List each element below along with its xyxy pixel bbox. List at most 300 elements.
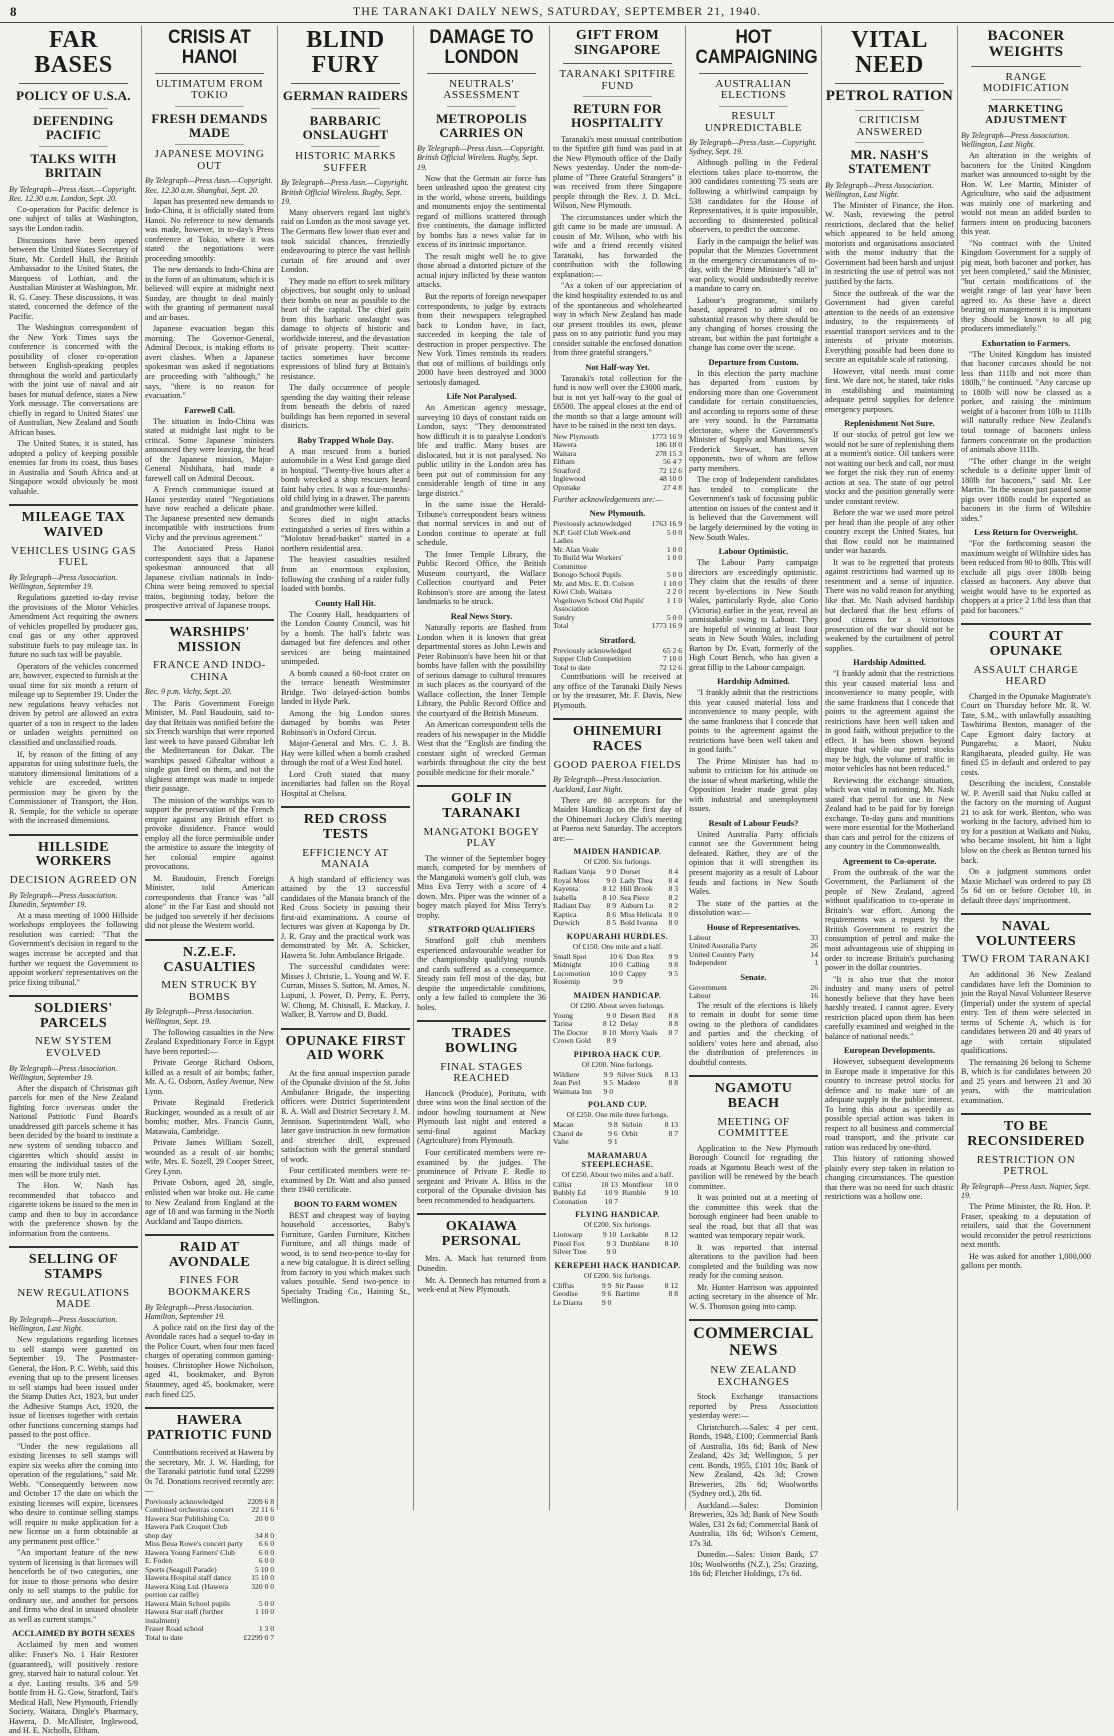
paragraph: United Australia Party officials cannot see the Government being defeated. Rather, they are of the opinion that it will strengthen its present majority as a result of Labour feuds and factions in New South Wales. — [689, 829, 818, 897]
horse-weight: 8 9 — [606, 901, 616, 911]
table-cell-label: Opunake — [553, 482, 581, 492]
table-cell-label: Total — [553, 621, 569, 631]
horse-weight: 9 8 — [608, 1120, 618, 1130]
table-cell-value: 72 12 6 — [659, 465, 682, 475]
table-cell-value: 278 15 3 — [655, 448, 682, 458]
section-subhead: Labour Optimistic. — [718, 546, 789, 557]
headline: NGAMOTU BEACH — [689, 1075, 818, 1111]
horse-weight: 8 2 — [668, 901, 678, 911]
article-body — [825, 1057, 954, 1202]
table-cell-label: Previously acknowledged — [553, 645, 632, 655]
new-plymouth-table — [553, 520, 682, 631]
horse-name: Coronation — [553, 1196, 588, 1206]
section-subhead: Result of Labour Feuds? — [708, 817, 799, 828]
horse-weight: 9 9 — [613, 977, 623, 987]
headline: COMMERCIAL NEWS — [689, 1319, 818, 1360]
section-subhead: Not Half-way Yet. — [585, 361, 650, 372]
race-detail: Of £250. About two miles and a half. — [561, 1169, 674, 1179]
paragraph: A man rescued from a buried automobile in a West End garage died in hospital. "Twenty-five hours after a bomb wrecked a shop rescuers heard faint baby cries. It was a four-months-old child lying in a drawer. The parents and grandmother were killed. — [281, 446, 410, 513]
subheadline: METROPOLIS CARRIES ON — [435, 110, 528, 140]
donations-table — [145, 1498, 274, 1643]
table-row — [145, 1583, 274, 1600]
race-detail: Of £200. Six furlongs. — [583, 1220, 652, 1230]
headline: VITAL NEED — [851, 27, 928, 79]
horse-name: Cillist — [553, 1179, 572, 1189]
article-hillside — [9, 834, 138, 987]
article-body — [9, 1084, 138, 1238]
subheadline: GOOD PAEROA FIELDS — [553, 758, 682, 771]
horse-weight: 9 9 — [603, 1069, 614, 1079]
horse-name: Miss Helicala — [620, 909, 662, 919]
table-cell-label: Hawera Park Croquet Club — [145, 1522, 228, 1532]
race-detail: Of £200. Six furlongs. — [583, 1270, 652, 1280]
table-cell-label: To Build War Workers' Committee — [553, 553, 623, 571]
race-name: MAIDEN HANDICAP. — [573, 847, 662, 857]
paragraph: Private George Richard Osborn, killed as a result of air bombs; father, Mr. A. G. Osborn, Astley Avenue, New Lynn. — [145, 1058, 274, 1096]
table-cell-value: 6 6 0 — [258, 1539, 274, 1549]
table-cell-value: 65 2 6 — [663, 645, 682, 655]
article-body — [825, 430, 954, 653]
horse-weight: 9 0 — [606, 875, 616, 885]
section-subhead: Hardship Admitted. — [853, 657, 926, 668]
article-body — [9, 1335, 138, 1624]
horse-name: Small Spot — [553, 951, 587, 961]
paragraph: The crop of Independent candidates has tended to complicate the Government's task of focussing public attention on issues of the contest and it is believed that the Government will be largely determined by the voting in New South Wales. — [689, 475, 818, 542]
section-subhead: Agreement to Co-operate. — [842, 855, 937, 866]
article-body — [281, 447, 410, 594]
horse-weight: 9 9 — [668, 951, 678, 961]
table-cell-label: Kiwi Club, Waitara — [553, 587, 612, 597]
paragraph: Christchurch.—Sales: 4 per cent. Bonds, 1948, £100; Commercial Bank of Australia, 18s 6d; Bank of New Zealand, 42s 3d; Wellington, 5 per cent. Bonds, 1955, £101 10s; Bank of New Zealand, 42s 3d; Crown Breweries, 28s 6d; Woolworths (Sydney ord.), 28s 6d. — [689, 1422, 818, 1499]
table-cell-label: Inglewood — [553, 474, 586, 484]
paragraph: Reviewing the exchange situation, which was vital in rationing, Mr. Nash stated that petrol for use in New Zealand had to be paid for by foreign exchange. To-day guns and munitions were more essential for the Motherland than cars and petrol for the citizens of any country in the Commonwealth. — [825, 775, 954, 852]
horse-weight: 8 9 — [606, 1036, 617, 1046]
subheadline: VEHICLES USING GAS FUEL — [10, 544, 137, 569]
table-cell-value: 1 — [814, 958, 818, 968]
table-cell-value: 7 10 0 — [663, 654, 682, 664]
horse-name: Lady Thea — [620, 875, 653, 885]
table-cell-label: Hawera Hospital staff dance — [145, 1573, 232, 1583]
byline: By Telegraph—Press Assn.—Copyright. Rec. 12.30 a.m. Shanghai, Sept. 20. — [145, 176, 273, 195]
horse-weight: 9 9 — [601, 1280, 612, 1290]
article-opunake-first-aid — [281, 1028, 410, 1195]
headline: MILEAGE TAX WAIVED — [9, 504, 138, 540]
column-5 — [550, 26, 686, 1510]
horse-name: Tarina — [553, 1019, 573, 1029]
table-cell-label: Eltham — [553, 457, 575, 467]
column-6 — [686, 26, 822, 1579]
paragraph: Dunedin.—Sales: Union Bank, £7 10s; Woolworths (N.Z.), 25s; Grazing, 18s 6d; Fletcher Holdings, 17s 6d. — [689, 1550, 818, 1579]
paragraph: At the first annual inspection parade of the Opunake division of the St. John Ambulance Brigade, the inspecting officers were District Superintendent R. A. Wall and District Secretary J. M. Jennison. Superintendent Wall, who later gave instruction in new formation and stretcher drill, expressed satisfaction with the general standard of work. — [281, 1068, 410, 1164]
paragraph: If, by reason of the fitting of any apparatus for using substitute fuels, the statutory dimensional limitations of a vehicle are exceeded, written permission may be given by the Commissioner of Transport, the Hon. R. Semple, for the vehicle to operate with the increased dimensions. — [9, 749, 138, 826]
table-cell-value: 5 0 0 — [666, 612, 682, 622]
horse-name: Cappy — [626, 968, 647, 978]
horse-name: Isabella — [553, 892, 577, 902]
paragraph: The remaining 26 belong to Scheme B, which is for candidates between 20 and 25 years and between 21 and 30 years, with the matriculation examination. — [961, 1057, 1091, 1105]
byline: By Telegraph—Press Assn. Napier, Sept. 19. — [961, 1181, 1091, 1200]
byline: By Telegraph—Press Assn.—Copyright. British Official Wireless. Rugby, Sept. 19. — [417, 144, 545, 172]
headline: RAID AT AVONDALE — [145, 1234, 274, 1270]
article-far-bases — [9, 28, 138, 496]
table-cell-value: 186 18 0 — [655, 440, 682, 450]
masthead — [0, 0, 1114, 23]
headline: TO BE RECONSIDERED — [961, 1113, 1091, 1149]
headline: OPUNAKE FIRST AID WORK — [281, 1028, 410, 1064]
race-name: KEREPEHI HACK HANDICAP. — [554, 1260, 681, 1270]
byline: By Telegraph—Press Association. Wellington, Last Night. — [9, 1314, 118, 1333]
article-body — [825, 201, 954, 414]
subheadline: DECISION AGREED ON — [9, 874, 138, 887]
paragraph: The daily occurrence of people spending the day waiting their release from beneath the debris of razed buildings has been reported in several districts. — [281, 383, 410, 431]
article-body — [145, 1448, 274, 1496]
stratford-table — [553, 647, 682, 673]
table-cell-value: 1 3 0 — [258, 1624, 274, 1634]
divider — [19, 83, 128, 84]
paragraph: The County Hall, headquarters of the London County Council, was hit by a bomb. The hall's fabric was damaged but fire defences and other services are being maintained unimpeded. — [281, 609, 410, 667]
horse-weight: 9 8 — [668, 960, 678, 970]
horse-name: Rosemip — [553, 977, 581, 987]
race-acceptors-table — [553, 1231, 682, 1257]
table-row — [553, 978, 682, 987]
article-raid-avondale — [145, 1234, 274, 1399]
article-damage-london — [417, 28, 546, 777]
article-body — [689, 369, 818, 542]
paragraph: Scores died in night attacks extinguished a series of fires within a "Molotov bread-basket" started in a northern residential area. — [281, 515, 410, 553]
horse-name: Merry Vaals — [620, 1027, 658, 1037]
horse-name: Midnight — [553, 960, 582, 970]
paragraph: However, vital needs must come first. We dare not, he stated, take risks in establishing and maintaining adequate petrol supplies for defence emergency purposes. — [825, 366, 954, 414]
race-detail: Of £200. About seven furlongs. — [570, 1000, 665, 1010]
article-body — [417, 174, 546, 387]
paragraph: The United States, it is stated, has adopted a policy of keeping possible enemies far from its coast, thus bases in Australia and South Africa and at Singapore would obviously be most valuable. — [9, 439, 138, 496]
horse-weight: 10 13 — [600, 1179, 618, 1189]
race-acceptors-table — [553, 1071, 682, 1097]
paragraph: Discussions have been opened between the United States Secretary of State, Mr. Cordell Hull, the British Ambassador to the United States, the Marquess of Lothian, and the Australian Minister at Washington, Mr. R. G. Casey. These discussions, it was stated, concerned the defence of the Pacific. — [9, 235, 138, 321]
article-body — [825, 669, 954, 852]
paragraph: "An important feature of the new system of licensing is that licenses will henceforth be of two categories, one for issue to those persons who desire only to sell stamps to the public for ordinary use, and another for persons and firms who deal in unused obsolete as well as current stamps." — [9, 1548, 138, 1624]
subheadline: MR. NASH'S STATEMENT — [848, 147, 931, 176]
race-detail: Of £200. Nine furlongs. — [581, 1059, 654, 1069]
paragraph: Mr. Hunter Harrison was appointed acting secretary in the absence of Mr. W. S. Thomson going into camp. — [689, 1282, 818, 1311]
paragraph: The Prime Minister has had to submit to criticism for his attitude on the issue of wheat marketing, while the Opposition leader made great play with industrial and unemployment issues. — [689, 756, 818, 814]
table-cell-label: Vogeltown School Old Pupils' Association — [553, 595, 645, 614]
divider — [311, 108, 380, 109]
race-acceptors-table — [553, 1121, 682, 1147]
horse-weight: 9 5 — [603, 1078, 614, 1088]
horse-name: Geodise — [553, 1289, 578, 1299]
horse-name: Dorset — [620, 867, 641, 877]
table-cell-value: 26 — [810, 941, 818, 951]
headline: FAR BASES — [34, 27, 113, 79]
article-ngamotu-beach — [689, 1075, 818, 1311]
paragraph: Charged in the Opunake Magistrate's Court on Thursday before Mr. R. W. Tate, S.M., with unlawfully assaulting Tawhirima Benton, manager of the Cape Egmont dairy factory at Pungarehu, a Maori, Nuku Rangihaeata, pleaded guilty. He was fined £5 in default and ordered to pay costs. — [961, 691, 1091, 777]
table-row — [553, 1037, 682, 1046]
horse-name: Sea Piece — [620, 892, 650, 902]
horse-name: Silver Stick — [617, 1069, 653, 1079]
paragraph: A bomb caused a 60-foot crater on the terrace beneath Westminster Bridge. Two delayed-action bombs landed in Hyde Park. — [281, 668, 410, 707]
divider — [447, 106, 516, 107]
paragraph: If our stocks of petrol got low we would not be sure of replenishing them at a moment's notice. Oil tankers were not waiting our beck and call, nor must we forget the risk they run of enemy action at sea. The state of our petrol stocks and the position generally were under constant review. — [825, 430, 954, 506]
article-body — [689, 1001, 818, 1068]
table-row — [553, 664, 682, 673]
paragraph: The following casualties in the New Zealand Expeditionary Force in Egypt have been reported:— — [145, 1027, 274, 1056]
table-row — [553, 484, 682, 493]
horse-weight: 9 0 — [606, 867, 616, 877]
byline: By Telegraph—Press Association. Wellington, Last Night. — [825, 180, 934, 199]
article-body — [9, 593, 138, 825]
column-2 — [142, 26, 278, 1642]
subheadline: MARKETING ADJUSTMENT — [985, 102, 1067, 127]
paragraph: Early in the campaign the belief was popular that the Menzies Government in the emergency circumstances of to-day, with the Prime Minister's "all in" war policy, would undoubtedly receive a mandate to carry on. — [689, 236, 818, 294]
horse-name: Calling — [626, 960, 650, 970]
table-cell-value: 5 0 0 — [258, 1598, 274, 1608]
subheadline: RETURN FOR HOSPITALITY — [571, 101, 664, 131]
horse-weight: 9 10 — [602, 1230, 617, 1240]
horse-name: Lionwarp — [553, 1230, 583, 1240]
subheadline: NEW SYSTEM EVOLVED — [35, 1035, 112, 1059]
horse-weight: 9 6 — [601, 1289, 612, 1299]
paragraph: "I frankly admit that the restrictions this year caused material loss and inconvenience to many people, with the same frankness that I concede that points to the agreement against the restrictions have been well taken and in good faith, without prejudice to the effect. It has been shown beyond dispute that while our petrol stocks may be high, the volume of traffic in motor vehicles has not been reduced." — [825, 669, 954, 774]
paragraph: On a judgment summons order Maxie Michael was ordered to pay £8 5s 6d on or before October 10, in default three days' imprisonment. — [961, 867, 1091, 905]
advert-title: BOON TO FARM WOMEN — [293, 1198, 398, 1209]
article-body — [689, 558, 818, 672]
running-head: THE TARANAKI DAILY NEWS, SATURDAY, SEPTEMBER 21, 1940. — [352, 4, 762, 18]
paragraph: The Inner Temple Library, the Public Record Office, the British Museum courtyard, the Wallace Collection courtyard and Peter Robinson's store are among the latest landmarks to be struck. — [417, 549, 546, 607]
section-subhead: STRATFORD QUALIFIERS — [428, 924, 535, 935]
byline: By Telegraph—Press Association. Auckland, Last Night. — [553, 775, 662, 794]
table-cell-value: 1773 16 9 — [651, 621, 682, 631]
paragraph: It was pointed out at a meeting of the committee this week that the borough engineer had been unable to seal the road, but that all that was wanted was temporary repair work. — [689, 1193, 818, 1241]
paragraph: There are 80 acceptors for the Maiden Handicap on the first day of the Ohinemuri Jockey Club's meeting at Paeroa next Saturday. The acceptors are:— — [553, 795, 682, 843]
article-commercial-news — [689, 1319, 818, 1578]
divider — [835, 83, 944, 84]
advert-body — [9, 1640, 138, 1735]
table-cell-value: 6 0 0 — [258, 1556, 274, 1566]
horse-name: Sir Pause — [615, 1280, 644, 1290]
column-1 — [6, 26, 142, 1736]
horse-weight: 9 10 — [664, 1188, 678, 1198]
table-cell-value: 1773 16 9 — [651, 431, 682, 441]
subheadline: HISTORIC MARKS SUFFER — [295, 150, 396, 174]
paragraph: A French communique issued at Hanoi yesterday stated "Negotiations have now reached a delicate phase. The Japanese presented new demands incompatible with instructions from Vichy and the previous agreement." — [145, 485, 274, 542]
paragraph: He was asked for another 1,000,000 gallons per month. — [961, 1251, 1091, 1271]
table-cell-label: United Country Party — [689, 949, 755, 959]
article-body — [553, 672, 682, 710]
table-row — [553, 1138, 682, 1147]
paragraph: BEST and cheapest way of buying household accessories, Baby's Furniture, Garden Furniture, Kitchen Furniture, and all things made of wood, is to send two-pence to-day for a new big catalogue. It is direct selling from factory to you which makes such values possible. Send two-pence to Specialty Trading Co., Haining St., Wellington. — [281, 1210, 410, 1306]
article-blind-fury — [281, 28, 410, 798]
paragraph: The Minister of Finance, the Hon. W. Nash, reviewing the petrol restrictions, declared that the belief which appeared to be held among motorists and organisations associated with the motor industry that the Government had been harsh and unjust in restricting the use of petrol was not justified by the facts. — [825, 200, 954, 286]
table-cell-label: Combined orchestras concert — [145, 1505, 234, 1515]
table-cell-label: Hawera — [553, 440, 577, 450]
house-table — [689, 934, 818, 968]
paragraph: The result of the elections is likely to remain in doubt for some time owing to the plethora of candidates and parties and the checking of soldiers' votes here and abroad, also the distribution of preferences in doubtful contests. — [689, 1000, 818, 1067]
horse-weight: 9 5 — [668, 968, 678, 978]
headline: BLIND FURY — [306, 27, 385, 79]
article-baconer-weights — [961, 29, 1091, 615]
byline: Rec. 9 p.m. Vichy, Sept. 20. — [145, 687, 232, 697]
paragraph: The new demands to Indo-China are in the form of an ultimatum, which it is believed will expire at midnight next Sunday, are thought to deal mainly with the granting of permanent naval and air bases. — [145, 265, 274, 322]
horse-name: Rumble — [621, 1188, 646, 1198]
horse-weight: 8 4 — [668, 875, 678, 885]
horse-weight: 8 13 — [664, 1069, 678, 1079]
table-cell-label: shop day — [145, 1530, 173, 1540]
table-cell-label: Hawera Young Farmers' Club — [145, 1547, 235, 1557]
headline: GOLF IN TARANAKI — [417, 785, 546, 821]
paragraph: "I frankly admit that the restrictions this year caused material loss and inconvenience to many people, with the same frankness that I concede that points to the agreement against the restrictions have been well taken and in good faith." — [689, 688, 818, 755]
article-body — [281, 1069, 410, 1195]
paragraph: In the same issue the Herald-Tribune's correspondent bears witness that normal services in and out of London continue to operate at full schedule. — [417, 500, 546, 548]
horse-weight: 9 3 — [606, 1238, 617, 1248]
subheadline: FINAL STAGES REACHED — [440, 1060, 523, 1085]
table-cell-label: Sports (Seagull Parade) — [145, 1564, 217, 1574]
horse-name: Lockable — [620, 1230, 649, 1240]
table-cell-value: 20 0 0 — [255, 1513, 274, 1523]
table-cell-label: Total to date — [553, 662, 591, 672]
horse-weight: 8 8 — [668, 1010, 678, 1020]
table-cell-value: 5 0 0 — [666, 527, 682, 537]
table-row — [553, 919, 682, 928]
horse-weight: 8 12 — [664, 1230, 678, 1240]
table-cell-label: Mr. and Mrs. E. D. Colson — [553, 578, 634, 588]
table-row — [689, 992, 818, 1001]
subheadline: RANGE MODIFICATION — [982, 70, 1070, 95]
paragraph: Private Reginald Frederick Ruckinger, wounded as a result of air bombs; mother, Mrs. Francis Gunn, Matawaia, Cambridge. — [145, 1098, 274, 1136]
divider — [563, 63, 672, 64]
subheadline: TALKS WITH BRITAIN — [30, 151, 117, 180]
paragraph: Contributions received at Hawera by the secretary, Mr. J. W. Harding, for the Taranaki patriotic fund total £2299 0s 7d. Donations received recently are:— — [145, 1448, 274, 1496]
horse-weight: 9 0 — [603, 1086, 614, 1096]
subheadline: EFFICIENCY AT MANAIA — [302, 846, 389, 871]
horse-name: Waimata Inn — [553, 1086, 592, 1096]
table-cell-label: Previously acknowledged — [553, 519, 632, 529]
headline: CRISIS AT HANOI — [168, 27, 251, 68]
paragraph: Auckland.—Sales: Dominion Breweries, 32s 3d; Bank of New South Wales, £31 2s 6d; Commercial Bank of Australia, 18s 6d; Wilson's Cement, 17s 3d. — [689, 1500, 818, 1548]
horse-name: Radiant Day — [553, 901, 592, 911]
column-4 — [414, 26, 550, 1510]
paragraph: M. Baudouin, French Foreign Minister, told American correspondents that France was "all alone" in the Far East and should not be judged too severely if her decisions did not please the Western world. — [145, 873, 274, 931]
divider — [175, 144, 244, 145]
article-body — [689, 688, 818, 814]
table-cell-label: Bonogo School Pupils — [553, 570, 621, 580]
section-subhead: Life Not Paralysed. — [446, 391, 517, 402]
paragraph: An alteration in the weights of baconers for the United Kingdom market was announced to-night by the Hon. W. Lee Martin, Minister of Agriculture, who said the adjustment was mainly one of marketing and would not mean an added burden to farmers intent on producing baconers this year. — [961, 151, 1091, 237]
article-soldiers-parcels — [9, 995, 138, 1238]
table-cell-value: 15 10 0 — [251, 1573, 274, 1583]
column-3 — [278, 26, 414, 1510]
subheadline: FINES FOR BOOKMAKERS — [167, 1274, 251, 1298]
byline: By Telegraph—Press Association. Wellington, September 19. — [9, 1063, 118, 1082]
article-mileage-tax — [9, 504, 138, 825]
table-cell-label: United Australia Party — [689, 941, 757, 951]
paragraph: The Hon. W. Nash has recommended that tobacco and cigarette tokens be issued to the men in camp and then to buy in accordance with the preference shown by the information from the canteens. — [9, 1181, 138, 1238]
table-cell-label: Mr. Alan Veale — [553, 544, 599, 554]
paragraph: "No contract with the United Kingdom Government for a supply of pig meat, both baconer and porker, has yet been completed," said the Minister, "but certain modifications of the weight range of last year have been agreed to. As these have a direct bearing on management it is important they should be known to all pig producers immediately." — [961, 238, 1091, 334]
table-cell-label: Hawera Star staff (further instalment) — [145, 1607, 224, 1625]
table-cell-value: 2 2 0 — [666, 587, 682, 597]
byline: By Telegraph—Press Association. Hamilton, September 19. — [145, 1302, 254, 1321]
article-body — [417, 1089, 546, 1205]
paragraph: "The United Kingdom has insisted that baconer carcases should be not less than 111lb and not more than 180lb," he continued. "Any carcase up to 180lb will now be classed as a porker, and raising the minimum weight of a baconer from 10lb to 111lb will naturally reduce New Zealand's total tonnage of baconers unless farmers concentrate on the production of animals above 111lb. — [961, 349, 1091, 455]
horse-name: Radiant Vanja — [553, 867, 596, 877]
horse-weight: 10 0 — [664, 1179, 678, 1189]
article-body — [961, 539, 1091, 615]
table-cell-label: Total to date — [145, 1632, 183, 1642]
paragraph: The state of the parties at the dissolution was:— — [689, 898, 818, 918]
paragraph: After the dispatch of Christmas gift parcels for men of the New Zealand fighting force overseas under the National Patriotic Fund Board's unaddressed gift parcels scheme it has been decided by the board to institute a new system of sending tobacco and cigarettes which should assist in ensuring the individual tastes of the men will be more truly met. — [9, 1083, 138, 1179]
table-cell-value: 1 0 0 — [666, 553, 682, 563]
headline: HILLSIDE WORKERS — [9, 834, 138, 870]
horse-name: Royal Moss — [553, 875, 590, 885]
headline: WARSHIPS' MISSION — [145, 619, 274, 655]
table-caption: Further acknowledgements are:— — [553, 495, 663, 505]
article-body — [689, 1392, 818, 1579]
subheadline: AUSTRALIAN ELECTIONS — [715, 77, 792, 102]
headline: OKAIAWA PERSONAL — [417, 1213, 546, 1249]
horse-name: Le Diarra — [553, 1297, 583, 1307]
divider — [991, 99, 1061, 100]
table-cell-label: Waitara — [553, 448, 577, 458]
paragraph: Describing the incident, Constable W. P. Averill said that Nuku called at the factory on the morning of August 21 to ask for work. Benton, who was working in the factory, advised him to try for a position at Waikato and Nuku, who became insolent, hit him a light blow on the cheek as Benton turned his back. — [961, 779, 1091, 865]
paragraph: Contributions will be received at any office of the Taranaki Daily News or by the treasurer, Mr. F. Davis, New Plymouth. — [553, 672, 682, 710]
subheadline: ULTIMATUM FROM TOKIO — [155, 77, 264, 102]
subheadline: FRESH DEMANDS MADE — [151, 110, 268, 140]
article-body — [961, 350, 1091, 523]
article-body — [417, 854, 546, 921]
paragraph: "Under the new regulations all existing licenses to sell stamps will expire six weeks after the coming into operation of the regulations," said Mr. Webb. "Consequently between now and October 17 the date on which the existing licenses will expire, licensees who desire to continue selling stamps will require to make application for a new license on a form obtainable at any permanent post office." — [9, 1441, 138, 1546]
subheadline: DEFENDING PACIFIC — [33, 113, 114, 142]
table-cell-label: N.P. Golf Club Week-end Ladies — [553, 527, 631, 546]
headline: SOLDIERS' PARCELS — [9, 995, 138, 1031]
table-row — [145, 1608, 274, 1625]
paragraph: In this election the party machine has departed from custom by endorsing more than one Government candidate for certain constituencies, and according to reports some of these are very sound. In the Parramatta electorate, where the Government's Minister of Supply and Munitions, Sir Frederick Stewart, has seven opponents, two of whom are fellow party members. — [689, 368, 818, 473]
article-body — [417, 403, 546, 607]
divider — [583, 96, 652, 97]
race-name: MARAMARUA STEEPLECHASE. — [581, 1150, 654, 1169]
horse-name: Valte — [553, 1137, 569, 1147]
article-body — [9, 911, 138, 987]
paragraph: The winner of the September bogey match, competed for by members of the Mangatoki women's golf club, was Miss Eva Terry with a score of 4 down. Mrs. Piper was the winner of a bogey match played for Miss Terry's trophy. — [417, 853, 546, 920]
paragraph: But the reports of foreign newspaper correspondents, to judge by extracts from their newspapers telegraphed back to London have, in fact, succeeded in keeping the tale of destruction in proper perspective. The New York Times reminds its readers that out of millions of buildings only 2000 have been destroyed and 3000 seriously damaged. — [417, 292, 546, 387]
table-row — [553, 1012, 682, 1021]
horse-weight: 10 0 — [609, 968, 623, 978]
headline: N.Z.E.F. CASUALTIES — [145, 939, 274, 975]
table-cell-label: Hawera King Ltd. (Hawera portion car raffle) — [145, 1581, 229, 1600]
table-cell-label: Independent — [689, 958, 727, 968]
subheadline: GERMAN RAIDERS — [282, 88, 409, 104]
horse-name: Bartime — [615, 1289, 640, 1299]
table-cell-value: 27 4 8 — [663, 482, 682, 492]
byline: By Telegraph—Press Association. Wellington, Sept. 19. — [145, 1007, 254, 1026]
divider — [291, 83, 400, 84]
horse-name: Bold Ivanna — [620, 918, 658, 928]
paragraph: An American agency message, surveying 10 days of constant raids on London, says: "They demonstrated how difficult it is to paralyse London's life and traffic. Many buses are dislocated, but it is not paralysed. No public utility in the London area has been put out of commission for any considerable length of time in any large district." — [417, 403, 546, 498]
race-name: KOPUARAHI HURDLES. — [566, 931, 669, 941]
section-subhead: Exhortation to Farmers. — [981, 337, 1071, 348]
horse-weight: 10 7 — [604, 1196, 618, 1206]
article-vital-need — [825, 28, 954, 1202]
article-body — [281, 610, 410, 799]
byline: By Telegraph—Press Assn.—Copyright. Sydney, Sept. 19. — [689, 138, 817, 157]
horse-name: Cliffus — [553, 1280, 574, 1290]
paragraph: It was to be regretted that protests against restrictions had warmed up to resentment and a sense of injustice. There was no valid reason for anything like that. Mr. Nash advised hardship but declared that the best efforts of good citizens for a victorious prosecution of the war should not be weakened by the curtailment of petrol supplies. — [825, 557, 954, 653]
paragraph: Before the war we used more petrol per head than the people of any other country except the United States, but that flow could not be maintained under war hazards. — [825, 508, 954, 556]
subheadline: MANGATOKI BOGEY PLAY — [423, 825, 540, 850]
horse-name: Dunblane — [620, 1238, 650, 1248]
article-stamps — [9, 1246, 138, 1624]
article-body — [145, 699, 274, 931]
paragraph: An American correspondent tells the readers of his newspaper in the Middle West that the "English are finding the constant sight of wrecked German warbirds throughout the city the best possible medicine for their morale." — [417, 720, 546, 777]
